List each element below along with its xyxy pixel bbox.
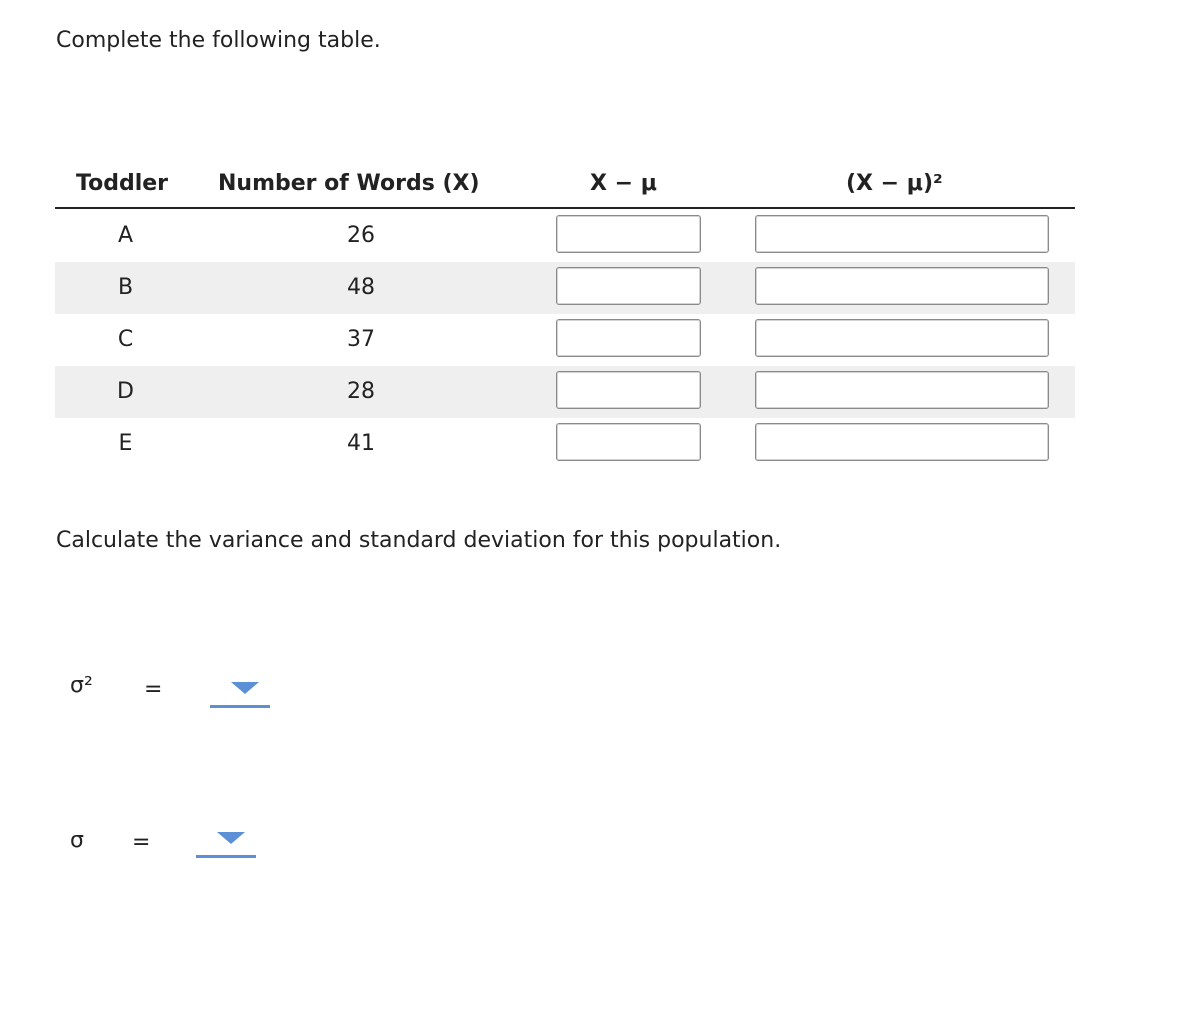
variance-equals: = xyxy=(144,677,163,702)
words-cell: 48 xyxy=(347,275,375,300)
dropdown-underline xyxy=(210,705,270,708)
caret-down-icon xyxy=(217,832,245,844)
variance-dropdown[interactable] xyxy=(210,678,270,708)
deviation-input[interactable] xyxy=(556,423,701,461)
header-deviation: X − μ xyxy=(590,171,657,196)
stddev-equals: = xyxy=(132,830,151,855)
squared-deviation-input[interactable] xyxy=(755,215,1049,253)
deviation-input[interactable] xyxy=(556,319,701,357)
deviation-input[interactable] xyxy=(556,371,701,409)
toddler-cell: B xyxy=(117,275,134,300)
squared-deviation-input[interactable] xyxy=(755,371,1049,409)
table-row xyxy=(55,366,1075,418)
table-row xyxy=(55,418,1075,470)
toddler-cell: C xyxy=(117,327,134,352)
table-row xyxy=(55,262,1075,314)
squared-deviation-input[interactable] xyxy=(755,423,1049,461)
toddler-cell: A xyxy=(117,223,134,248)
calc-instructions: Calculate the variance and standard deviation for this population. xyxy=(56,528,782,553)
table-row xyxy=(55,314,1075,366)
caret-down-icon xyxy=(231,682,259,694)
words-cell: 37 xyxy=(347,327,375,352)
words-cell: 41 xyxy=(347,431,375,456)
squared-deviation-input[interactable] xyxy=(755,267,1049,305)
deviation-input[interactable] xyxy=(556,267,701,305)
header-number-of-words: Number of Words (X) xyxy=(218,171,480,196)
header-divider xyxy=(55,207,1075,209)
stddev-dropdown[interactable] xyxy=(196,828,256,858)
dropdown-underline xyxy=(196,855,256,858)
squared-deviation-input[interactable] xyxy=(755,319,1049,357)
table-instructions: Complete the following table. xyxy=(56,28,381,53)
stddev-symbol: σ xyxy=(70,828,84,853)
toddler-cell: E xyxy=(118,431,133,456)
deviation-input[interactable] xyxy=(556,215,701,253)
words-cell: 26 xyxy=(347,223,375,248)
variance-symbol: σ² xyxy=(70,673,93,698)
table-row xyxy=(55,210,1075,262)
words-cell: 28 xyxy=(347,379,375,404)
header-toddler: Toddler xyxy=(76,171,169,196)
toddler-cell: D xyxy=(117,379,134,404)
header-squared-deviation: (X − μ)² xyxy=(846,171,943,196)
